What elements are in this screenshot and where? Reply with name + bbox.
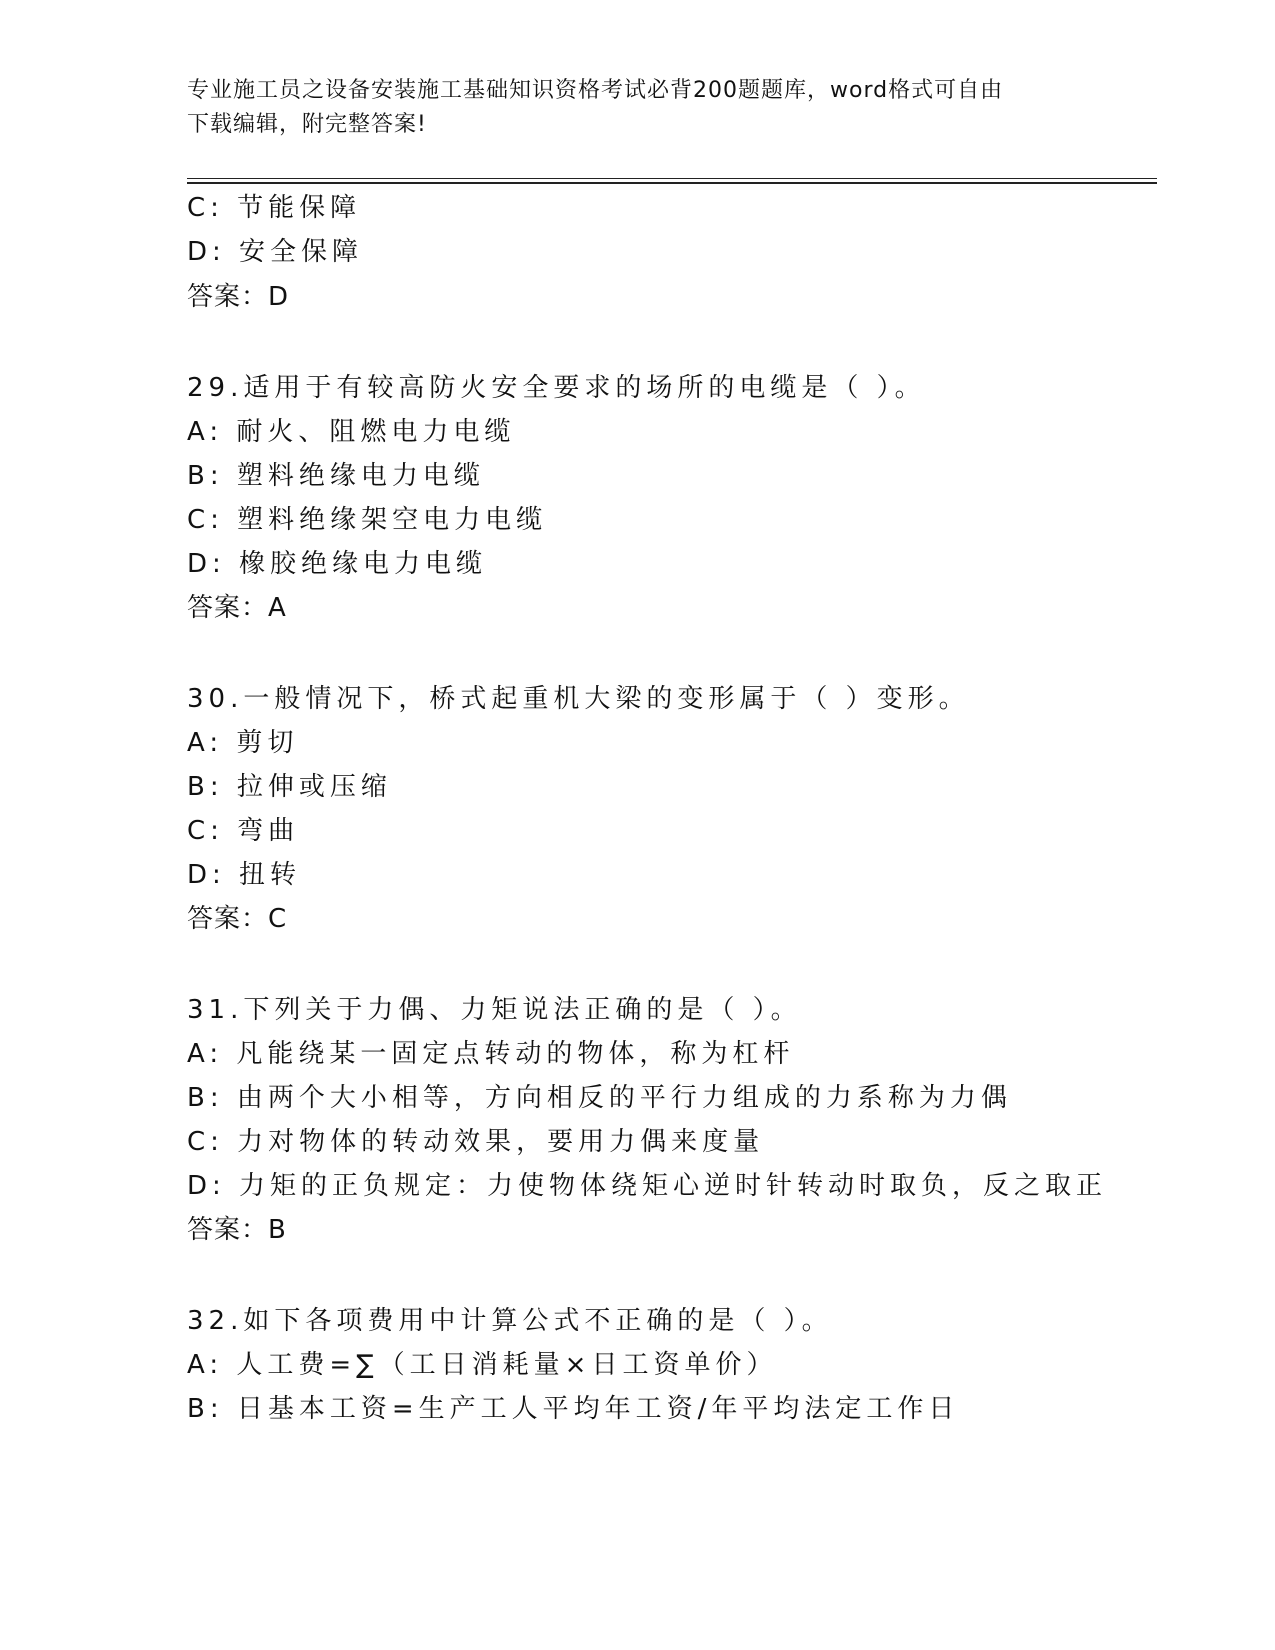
q29-question: 29.适用于有较高防火安全要求的场所的电缆是（ ）。 <box>187 373 926 403</box>
q29-answer: 答案：A <box>187 593 287 623</box>
q32-question: 32.如下各项费用中计算公式不正确的是（ ）。 <box>187 1306 833 1336</box>
header-title-line-2: 下载编辑，附完整答案! <box>187 112 427 137</box>
q32-option-a: A: 人工费=∑（工日消耗量×日工资单价） <box>187 1350 778 1380</box>
q31-answer: 答案：B <box>187 1215 287 1245</box>
q32-option-b: B: 日基本工资=生产工人平均年工资/年平均法定工作日 <box>187 1394 960 1424</box>
header-title-line-1: 专业施工员之设备安装施工基础知识资格考试必背200题题库，word格式可自由 <box>187 78 1004 103</box>
q31-question: 31.下列关于力偶、力矩说法正确的是（ ）。 <box>187 995 802 1025</box>
q29-option-d: D: 橡胶绝缘电力电缆 <box>187 549 488 579</box>
q30-option-d: D: 扭转 <box>187 860 302 890</box>
header-divider-thin <box>187 178 1157 179</box>
q30-option-a: A: 剪切 <box>187 728 299 758</box>
q31-option-c: C: 力对物体的转动效果，要用力偶来度量 <box>187 1127 765 1157</box>
q28-option-d: D: 安全保障 <box>187 237 364 267</box>
q29-option-a: A: 耐火、阻燃电力电缆 <box>187 417 516 447</box>
q28-option-c: C: 节能保障 <box>187 193 362 223</box>
q29-option-c: C: 塑料绝缘架空电力电缆 <box>187 505 548 535</box>
header-divider-thick <box>187 182 1157 184</box>
q31-option-b: B: 由两个大小相等，方向相反的平行力组成的力系称为力偶 <box>187 1083 1012 1113</box>
q31-option-a: A: 凡能绕某一固定点转动的物体，称为杠杆 <box>187 1039 795 1069</box>
q29-option-b: B: 塑料绝缘电力电缆 <box>187 461 485 491</box>
q30-question: 30.一般情况下，桥式起重机大梁的变形属于（ ）变形。 <box>187 684 970 714</box>
q30-answer: 答案：C <box>187 904 288 934</box>
q30-option-c: C: 弯曲 <box>187 816 300 846</box>
document-header <box>187 74 1087 142</box>
q30-option-b: B: 拉伸或压缩 <box>187 772 392 802</box>
q31-option-d: D: 力矩的正负规定：力使物体绕矩心逆时针转动时取负，反之取正 <box>187 1171 1108 1201</box>
q28-answer: 答案：D <box>187 282 290 312</box>
